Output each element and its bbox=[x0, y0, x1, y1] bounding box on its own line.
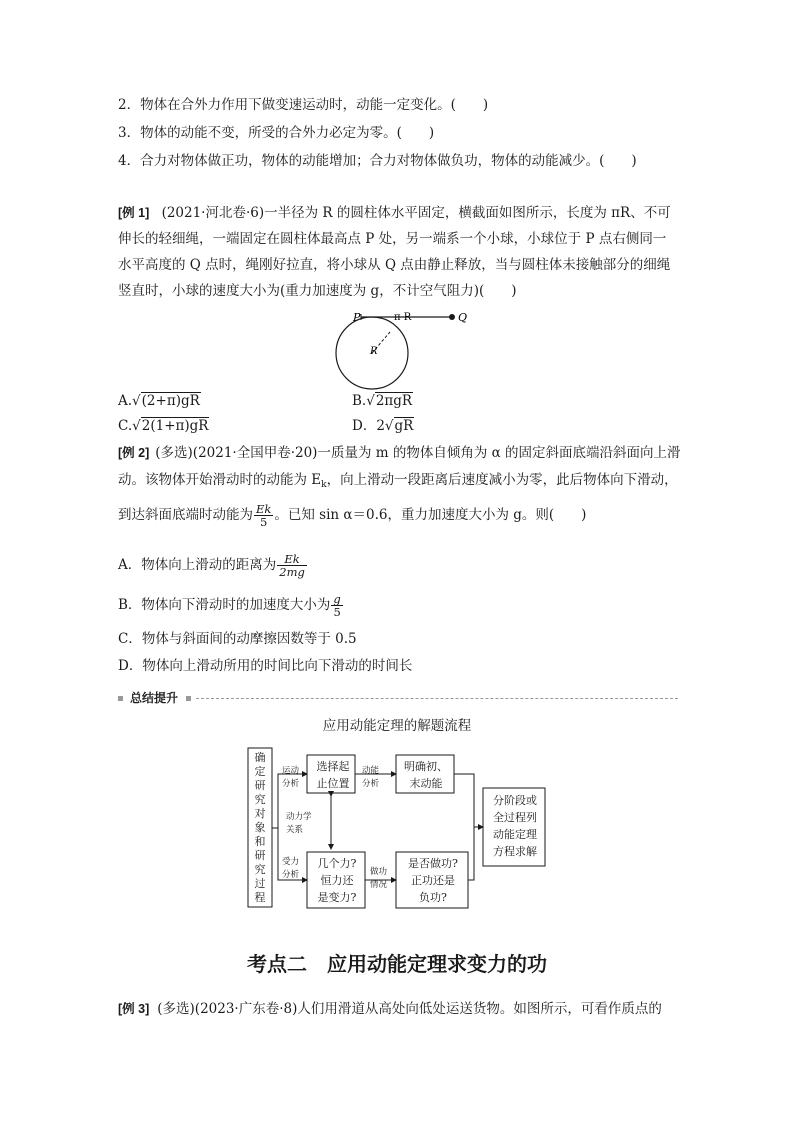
example-1-stem-3: 水平高度的 Q 点时，绳刚好拉直，将小球从 Q 点由静止释放，当与圆柱体未接触部分的细绳 bbox=[118, 257, 671, 273]
example-1-option-a: A.√(2+π)gR bbox=[118, 393, 200, 409]
example-3-source: (多选)(2023·广东卷·8) bbox=[157, 1001, 298, 1017]
box-determine-object-char: 究 bbox=[254, 863, 266, 876]
example-1-line-1 bbox=[118, 204, 671, 222]
box-determine-object-text bbox=[248, 751, 272, 905]
example-2-source: (多选)(2021·全国甲卷·20) bbox=[155, 445, 318, 461]
box-select-positions-text: 选择起 止位置 bbox=[316, 760, 350, 790]
label-force-analysis: 受力 分析 bbox=[282, 857, 300, 880]
box-determine-object-char: 象 bbox=[254, 821, 266, 834]
box-solve-text: 分阶段或 全过程列 动能定理 方程求解 bbox=[493, 794, 537, 858]
summary-header bbox=[118, 693, 678, 705]
judgement-item-3: 3．物体的动能不变，所受的合外力必定为零。( ) bbox=[118, 125, 435, 141]
box-determine-object-char: 究 bbox=[254, 793, 266, 806]
box-determine-object-char: 研 bbox=[254, 779, 266, 792]
box-define-kinetic-energy-text: 明确初、 末动能 bbox=[404, 760, 448, 790]
flowchart-title: 应用动能定理的解题流程 bbox=[322, 718, 472, 733]
example-3-line-1 bbox=[118, 1000, 662, 1018]
box-determine-object-char: 过 bbox=[254, 877, 266, 890]
fraction-g-over-5: $\frac{g}{5}$ bbox=[333, 592, 341, 619]
label-dynamics-relation: 动力学 关系 bbox=[286, 812, 312, 835]
label-p: P bbox=[353, 311, 361, 324]
summary-divider bbox=[196, 698, 678, 699]
box-work-text: 是否做功? 正功还是 负功? bbox=[408, 857, 458, 904]
label-rope-length: π R bbox=[394, 312, 412, 323]
example-2-stem-1: 一质量为 m 的物体自倾角为 α 的固定斜面底端沿斜面向上滑 bbox=[317, 445, 681, 461]
example-1-stem-1: 一半径为 R 的圆柱体水平固定，横截面如图所示，长度为 πR、不可 bbox=[264, 205, 671, 221]
box-determine-object-char: 确 bbox=[254, 751, 266, 764]
label-r: R bbox=[370, 346, 378, 357]
box-determine-object-char: 和 bbox=[254, 835, 266, 848]
box-determine-object-char: 程 bbox=[254, 891, 266, 904]
section-2-title: 考点二 应用动能定理求变力的功 bbox=[247, 952, 547, 976]
box-determine-object-char: 研 bbox=[254, 849, 266, 862]
box-determine-object-char: 对 bbox=[254, 807, 266, 820]
example-2-line-3: 到达斜面底端时动能为 $\frac{Ek}{5}$ 。已知 sin α＝0.6，重力加速度大小为 g。则( ) bbox=[118, 502, 587, 529]
example-2-option-b: B．物体向下滑动时的加速度大小为 $\frac{g}{5}$ bbox=[118, 592, 341, 619]
label-work-situation: 做功 情况 bbox=[370, 867, 388, 890]
summary-title: 总结提升 bbox=[130, 691, 179, 705]
fraction-ek-over-2mg: $\frac{Ek}{2mg}$ bbox=[279, 552, 305, 579]
label-motion-analysis: 运动 分析 bbox=[282, 766, 300, 789]
option-a-root: (2+π)gR bbox=[141, 393, 200, 409]
example-1-source: (2021·河北卷·6) bbox=[161, 205, 265, 221]
summary-bullet-icon bbox=[186, 696, 191, 701]
judgement-item-4: 4．合力对物体做正功，物体的动能增加；合力对物体做负功，物体的动能减少。( ) bbox=[118, 153, 637, 169]
example-1-option-c: C.√2(1+π)gR bbox=[118, 418, 209, 434]
example-1-option-d: D．2√gR bbox=[352, 418, 414, 434]
cylinder-figure bbox=[320, 308, 470, 390]
option-d-root: gR bbox=[394, 418, 414, 434]
summary-bullet-icon bbox=[118, 696, 123, 701]
box-determine-object-char: 定 bbox=[254, 765, 266, 778]
example-1-option-b: B.√2πgR bbox=[352, 393, 413, 409]
option-c-root: 2(1+π)gR bbox=[141, 418, 209, 434]
option-b-root: 2πgR bbox=[375, 393, 413, 409]
example-1-tag: [例 1] bbox=[118, 206, 150, 220]
example-2-option-a: A．物体向上滑动的距离为 $\frac{Ek}{2mg}$ bbox=[118, 552, 305, 579]
fraction-ek-over-5: $\frac{Ek}{5}$ bbox=[256, 502, 272, 529]
example-1-stem-4: 竖直时，小球的速度大小为(重力加速度为 g，不计空气阻力)( ) bbox=[118, 283, 517, 299]
example-2-option-d: D．物体向上滑动所用的时间比向下滑动的时间长 bbox=[118, 658, 413, 674]
example-2-line-1 bbox=[118, 444, 681, 462]
example-2-line-2: 动。该物体开始滑动时的动能为 $E_k$，向上滑动一段距离后速度减小为零，此后物体向下滑动， bbox=[118, 472, 678, 490]
example-3-tag: [例 3] bbox=[118, 1002, 150, 1016]
box-forces-text: 几个力? 恒力还 是变力? bbox=[317, 857, 357, 904]
example-3-stem-1: 人们用滑道从高处向低处运送货物。如图所示，可看作质点的 bbox=[297, 1001, 662, 1017]
example-2-tag: [例 2] bbox=[118, 446, 150, 460]
ball bbox=[449, 314, 455, 320]
example-2-option-c: C．物体与斜面间的动摩擦因数等于 0.5 bbox=[118, 631, 357, 647]
example-1-stem-2: 伸长的轻细绳，一端固定在圆柱体最高点 P 处，另一端系一个小球，小球位于 P 点右侧同一 bbox=[118, 231, 667, 247]
label-q: Q bbox=[458, 311, 468, 324]
label-kinetic-analysis: 动能 分析 bbox=[362, 766, 380, 789]
judgement-item-2: 2．物体在合外力作用下做变速运动时，动能一定变化。( ) bbox=[118, 97, 489, 113]
